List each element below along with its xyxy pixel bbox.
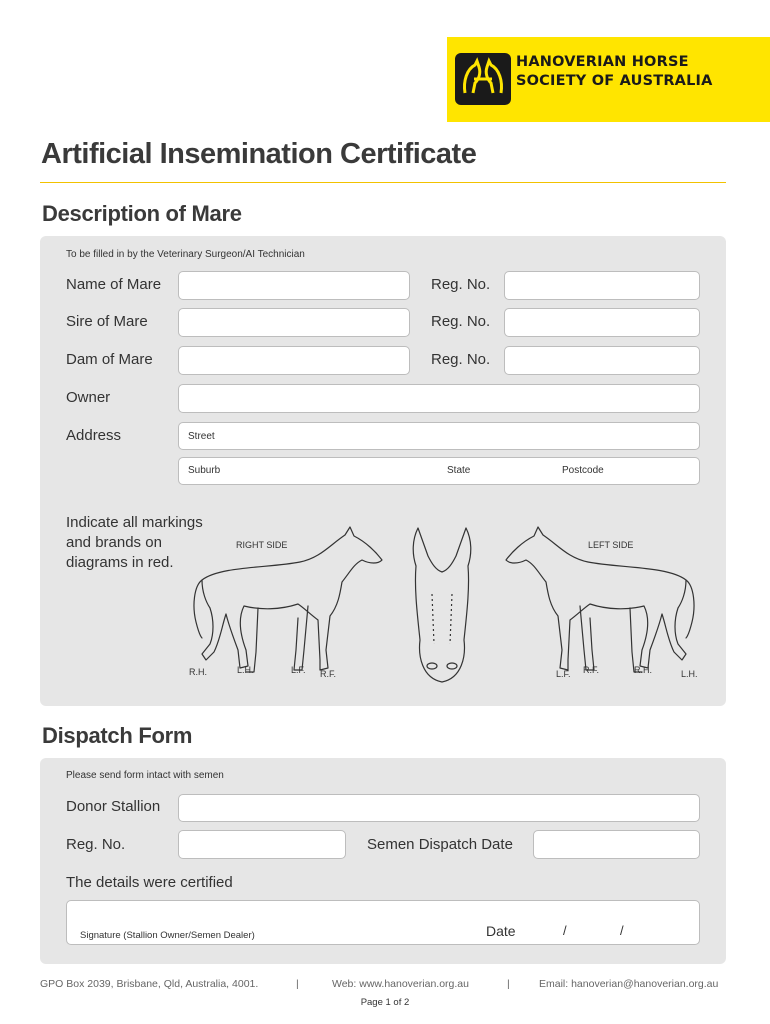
footer-separator-2: | xyxy=(507,978,510,990)
sire-reg-no-field[interactable] xyxy=(504,308,700,337)
mare-reg-no-field[interactable] xyxy=(504,271,700,300)
left-lh-label: L.H. xyxy=(681,669,698,679)
description-note: To be filled in by the Veterinary Surgeon/AI Technician xyxy=(66,249,305,260)
postcode-placeholder: Postcode xyxy=(562,465,604,476)
suburb-placeholder: Suburb xyxy=(188,465,221,476)
stallion-reg-no-label: Reg. No. xyxy=(66,836,126,853)
markings-instruction: Indicate all markings and brands on diagrams in red. xyxy=(66,514,203,571)
semen-dispatch-date-field[interactable] xyxy=(533,830,700,859)
donor-stallion-field[interactable] xyxy=(178,794,700,822)
hanoverian-horse-heads-icon xyxy=(455,53,511,105)
owner-label: Owner xyxy=(66,389,111,406)
owner-field[interactable] xyxy=(178,384,700,413)
name-of-mare-field[interactable] xyxy=(178,271,410,300)
footer-separator-1: | xyxy=(296,978,299,990)
date-slash-1: / xyxy=(563,923,567,938)
society-logo xyxy=(447,37,770,122)
date-label: Date xyxy=(486,923,516,939)
dam-of-mare-field[interactable] xyxy=(178,346,410,375)
street-placeholder: Street xyxy=(188,431,215,442)
page-title: Artificial Insemination Certificate xyxy=(41,138,477,170)
sire-of-mare-field[interactable] xyxy=(178,308,410,337)
footer-email: Email: hanoverian@hanoverian.org.au xyxy=(539,978,719,990)
semen-dispatch-date-label: Semen Dispatch Date xyxy=(367,836,513,853)
description-heading: Description of Mare xyxy=(42,201,242,226)
dispatch-heading: Dispatch Form xyxy=(42,723,193,748)
right-lf-label: L.F. xyxy=(291,665,306,675)
title-divider xyxy=(40,182,726,183)
footer-address: GPO Box 2039, Brisbane, Qld, Australia, 4001. xyxy=(40,978,259,990)
society-name-line1: HANOVERIAN HORSE xyxy=(516,54,689,70)
suburb-state-postcode-field[interactable] xyxy=(178,457,700,485)
stallion-reg-no-field[interactable] xyxy=(178,830,346,859)
mare-reg-no-label: Reg. No. xyxy=(431,276,491,293)
street-field[interactable] xyxy=(178,422,700,450)
dispatch-note: Please send form intact with semen xyxy=(66,770,224,781)
society-name xyxy=(516,53,713,91)
society-name-line2: SOCIETY OF AUSTRALIA xyxy=(516,73,713,89)
name-of-mare-label: Name of Mare xyxy=(66,276,162,293)
left-side-label: LEFT SIDE xyxy=(588,540,634,550)
left-rf-label: R.F. xyxy=(583,665,600,675)
dam-reg-no-field[interactable] xyxy=(504,346,700,375)
left-rh-label: R.H. xyxy=(634,665,652,675)
left-lf-label: L.F. xyxy=(556,669,571,679)
right-side-horse-icon xyxy=(194,527,382,672)
right-rf-label: R.F. xyxy=(320,669,337,679)
right-rh-label: R.H. xyxy=(189,667,207,677)
horse-markings-diagram[interactable] xyxy=(180,510,720,695)
date-slash-2: / xyxy=(620,923,624,938)
state-placeholder: State xyxy=(447,465,471,476)
right-lh-label: L.H. xyxy=(237,665,254,675)
right-side-label: RIGHT SIDE xyxy=(236,540,288,550)
signature-caption: Signature (Stallion Owner/Semen Dealer) xyxy=(80,930,255,941)
footer-web: Web: www.hanoverian.org.au xyxy=(332,978,469,990)
certified-text: The details were certified xyxy=(66,874,233,891)
horse-head-front-icon xyxy=(413,528,471,682)
signature-date-field[interactable] xyxy=(66,900,700,945)
sire-of-mare-label: Sire of Mare xyxy=(66,313,148,330)
dam-of-mare-label: Dam of Mare xyxy=(66,351,153,368)
donor-stallion-label: Donor Stallion xyxy=(66,798,161,815)
sire-reg-no-label: Reg. No. xyxy=(431,313,491,330)
dam-reg-no-label: Reg. No. xyxy=(431,351,491,368)
address-label: Address xyxy=(66,427,122,444)
page-number: Page 1 of 2 xyxy=(360,997,410,1008)
